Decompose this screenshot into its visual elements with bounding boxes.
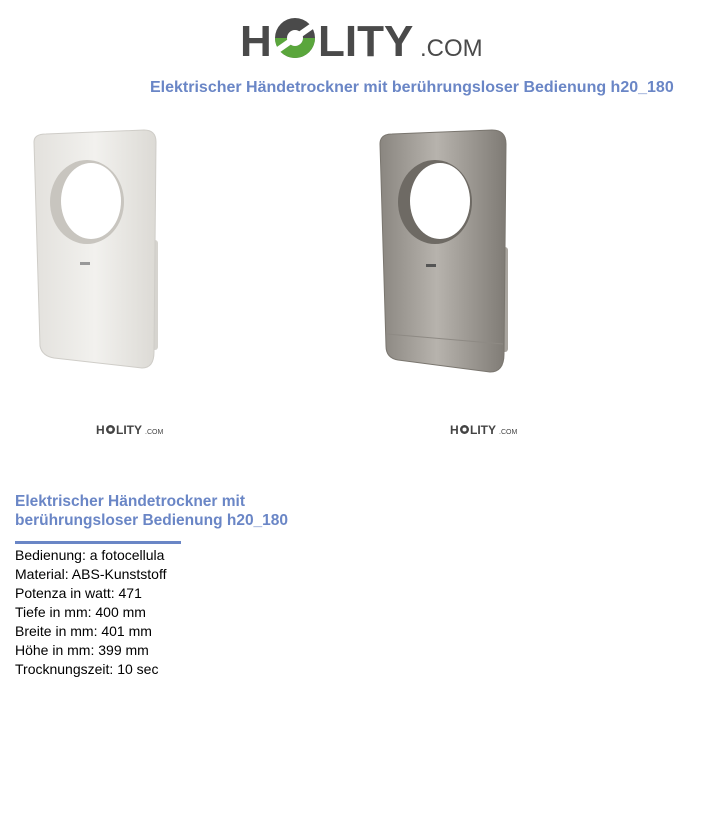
svg-text:LITY: LITY (318, 17, 414, 66)
svg-text:LITY: LITY (470, 423, 496, 437)
svg-text:.COM: .COM (499, 429, 518, 436)
product-heading (15, 492, 335, 530)
spec-item: Bedienung: a fotocellula (15, 547, 165, 563)
spec-item: Potenza in watt: 471 (15, 585, 142, 601)
svg-text:.COM: .COM (145, 429, 164, 436)
product-image-steel-dryer (372, 122, 512, 374)
spec-item: Höhe in mm: 399 mm (15, 642, 149, 658)
page-title: Elektrischer Händetrockner mit berührungsloser Bedienung h20_180 (150, 79, 674, 96)
svg-text:H: H (96, 423, 105, 437)
product-heading-line-2: berührungsloser Bedienung h20_180 (15, 512, 289, 529)
spec-list (15, 546, 166, 679)
svg-text:.COM: .COM (420, 35, 483, 62)
spec-item: Trocknungszeit: 10 sec (15, 661, 159, 677)
spec-item: Tiefe in mm: 400 mm (15, 604, 146, 620)
svg-text:LITY: LITY (116, 423, 142, 437)
product-image-white-dryer (24, 122, 164, 374)
holity-logo[interactable] (240, 14, 485, 66)
svg-text:H: H (240, 17, 272, 66)
holity-watermark-logo (450, 421, 520, 437)
heading-underline (15, 541, 181, 544)
svg-text:H: H (450, 423, 459, 437)
holity-watermark-logo (96, 421, 166, 437)
product-heading-line-1: Elektrischer Händetrockner mit (15, 493, 246, 510)
spec-item: Material: ABS-Kunststoff (15, 566, 167, 582)
spec-item: Breite in mm: 401 mm (15, 623, 152, 639)
